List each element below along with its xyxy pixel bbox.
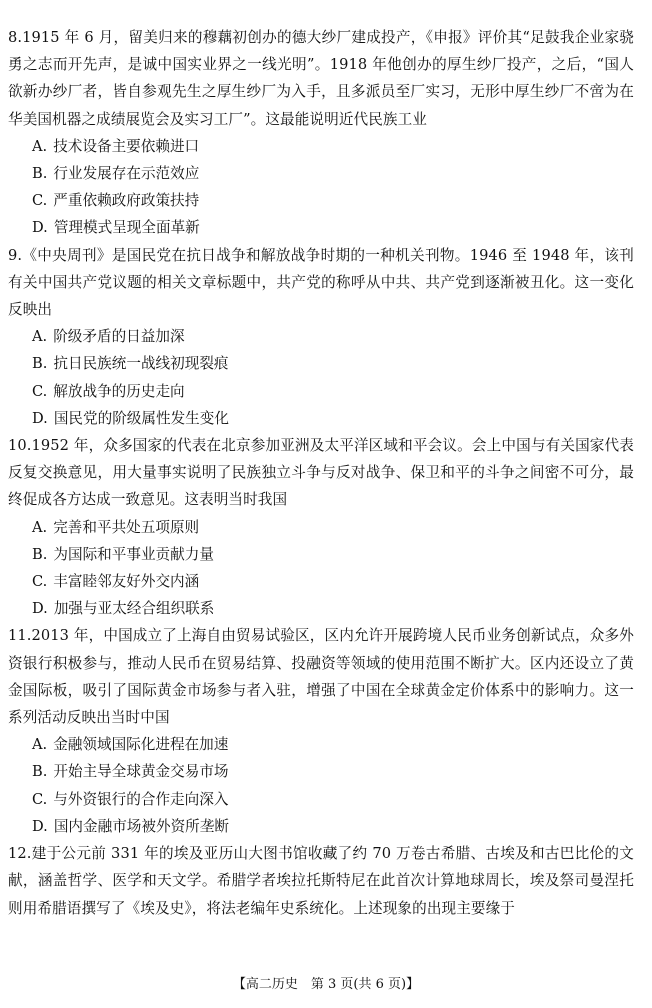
option-text: 开始主导全球黄金交易市场	[53, 763, 229, 781]
option-list	[8, 731, 634, 840]
option-a	[8, 133, 634, 160]
question-number: 12.	[8, 845, 32, 863]
option-a	[8, 323, 634, 350]
question-text: 建于公元前 331 年的埃及亚历山大图书馆收藏了约 70 万卷古希腊、古埃及和古巴比伦的文献，涵盖哲学、医学和天文学。希腊学者埃拉托斯特尼在此首次计算地球周长，埃及祭司曼涅托则用希腊语撰写了《埃及史》，将法老编年史系统化。上述现象的出现主要缘于	[8, 845, 634, 917]
option-text: 加强与亚太经合组织联系	[53, 600, 215, 618]
option-text: 管理模式呈现全面革新	[53, 219, 200, 237]
option-c	[8, 378, 634, 405]
option-text: 抗日民族统一战线初现裂痕	[53, 355, 229, 373]
question-stem	[8, 432, 634, 514]
option-c	[8, 786, 634, 813]
option-d	[8, 595, 634, 622]
option-letter: A.	[32, 736, 48, 754]
question-stem	[8, 242, 634, 324]
option-text: 国民党的阶级属性发生变化	[53, 409, 229, 427]
question-stem	[8, 622, 634, 731]
question-stem	[8, 24, 634, 133]
option-letter: D.	[32, 600, 48, 618]
option-list	[8, 514, 634, 623]
option-a	[8, 514, 634, 541]
option-text: 金融领域国际化进程在加速	[53, 736, 229, 754]
option-c	[8, 568, 634, 595]
option-text: 与外资银行的合作走向深入	[53, 790, 229, 808]
question-9	[8, 242, 634, 432]
option-text: 完善和平共处五项原则	[53, 518, 200, 536]
option-letter: B.	[32, 355, 48, 373]
question-11	[8, 622, 634, 840]
option-text: 丰富睦邻友好外交内涵	[53, 573, 200, 591]
question-number: 10.	[8, 437, 32, 455]
option-letter: A.	[32, 328, 48, 346]
option-letter: B.	[32, 763, 48, 781]
option-d	[8, 214, 634, 241]
option-b	[8, 758, 634, 785]
question-8	[8, 24, 634, 242]
option-b	[8, 160, 634, 187]
option-list	[8, 133, 634, 242]
question-text: 2013 年，中国成立了上海自由贸易试验区，区内允许开展跨境人民币业务创新试点，众多外资银行积极参与，推动人民币在贸易结算、投融资等领域的使用范围不断扩大。区内还设立了黄金国际板，吸引了国际黄金市场参与者入驻，增强了中国在全球黄金定价体系中的影响力。这一系列活动反映出当时中国	[8, 627, 634, 727]
question-stem	[8, 840, 634, 922]
question-number: 11.	[8, 627, 32, 645]
question-text: 1952 年，众多国家的代表在北京参加亚洲及太平洋区域和平会议。会上中国与有关国家代表反复交换意见，用大量事实说明了民族独立斗争与反对战争、保卫和平的斗争之间密不可分，最终促成各方达成一致意见。这表明当时我国	[8, 437, 634, 509]
question-10	[8, 432, 634, 622]
question-text: 《中央周刊》是国民党在抗日战争和解放战争时期的一种机关刊物。1946 至 1948 年，该刊有关中国共产党议题的相关文章标题中，共产党的称呼从中共、共产党到逐渐被丑化。这一变化反映出	[8, 246, 634, 319]
option-list	[8, 323, 634, 432]
option-letter: D.	[32, 409, 48, 427]
option-text: 阶级矛盾的日益加深	[53, 328, 185, 346]
question-number: 9.	[8, 246, 23, 264]
option-text: 严重依赖政府政策扶持	[53, 192, 200, 210]
option-d	[8, 405, 634, 432]
page-footer: 【高二历史 第 3 页(共 6 页)】	[232, 977, 420, 992]
option-letter: C.	[32, 382, 48, 400]
option-letter: C.	[32, 192, 48, 210]
option-b	[8, 541, 634, 568]
option-text: 国内金融市场被外资所垄断	[53, 817, 229, 835]
option-text: 行业发展存在示范效应	[53, 165, 200, 183]
option-letter: C.	[32, 573, 48, 591]
option-a	[8, 731, 634, 758]
question-text: 1915 年 6 月，留美归来的穆藕初创办的德大纱厂建成投产，《申报》评价其“足鼓我企业家骁勇之志而开先声，是诚中国实业界之一线光明”。1918 年他创办的厚生纱厂投产，之后，“国人欲新办纱厂者，皆自参观先生之厚生纱厂为入手，且多派员至厂实习，无形中厚生纱厂不啻为在华美国机器之成绩展览会及实习工厂”。这最能说明近代民族工业	[8, 29, 634, 128]
option-text: 为国际和平事业贡献力量	[53, 545, 214, 563]
option-d	[8, 813, 634, 840]
option-c	[8, 187, 634, 214]
option-letter: A.	[32, 518, 48, 536]
question-12	[8, 840, 634, 922]
question-number: 8.	[8, 29, 23, 46]
option-text: 解放战争的历史走向	[53, 382, 185, 400]
option-letter: B.	[32, 165, 48, 183]
option-b	[8, 350, 634, 377]
option-letter: D.	[32, 817, 48, 835]
option-text: 技术设备主要依赖进口	[53, 137, 200, 155]
option-letter: B.	[32, 545, 48, 563]
option-letter: A.	[32, 137, 48, 155]
option-letter: C.	[32, 790, 48, 808]
option-letter: D.	[32, 219, 48, 237]
